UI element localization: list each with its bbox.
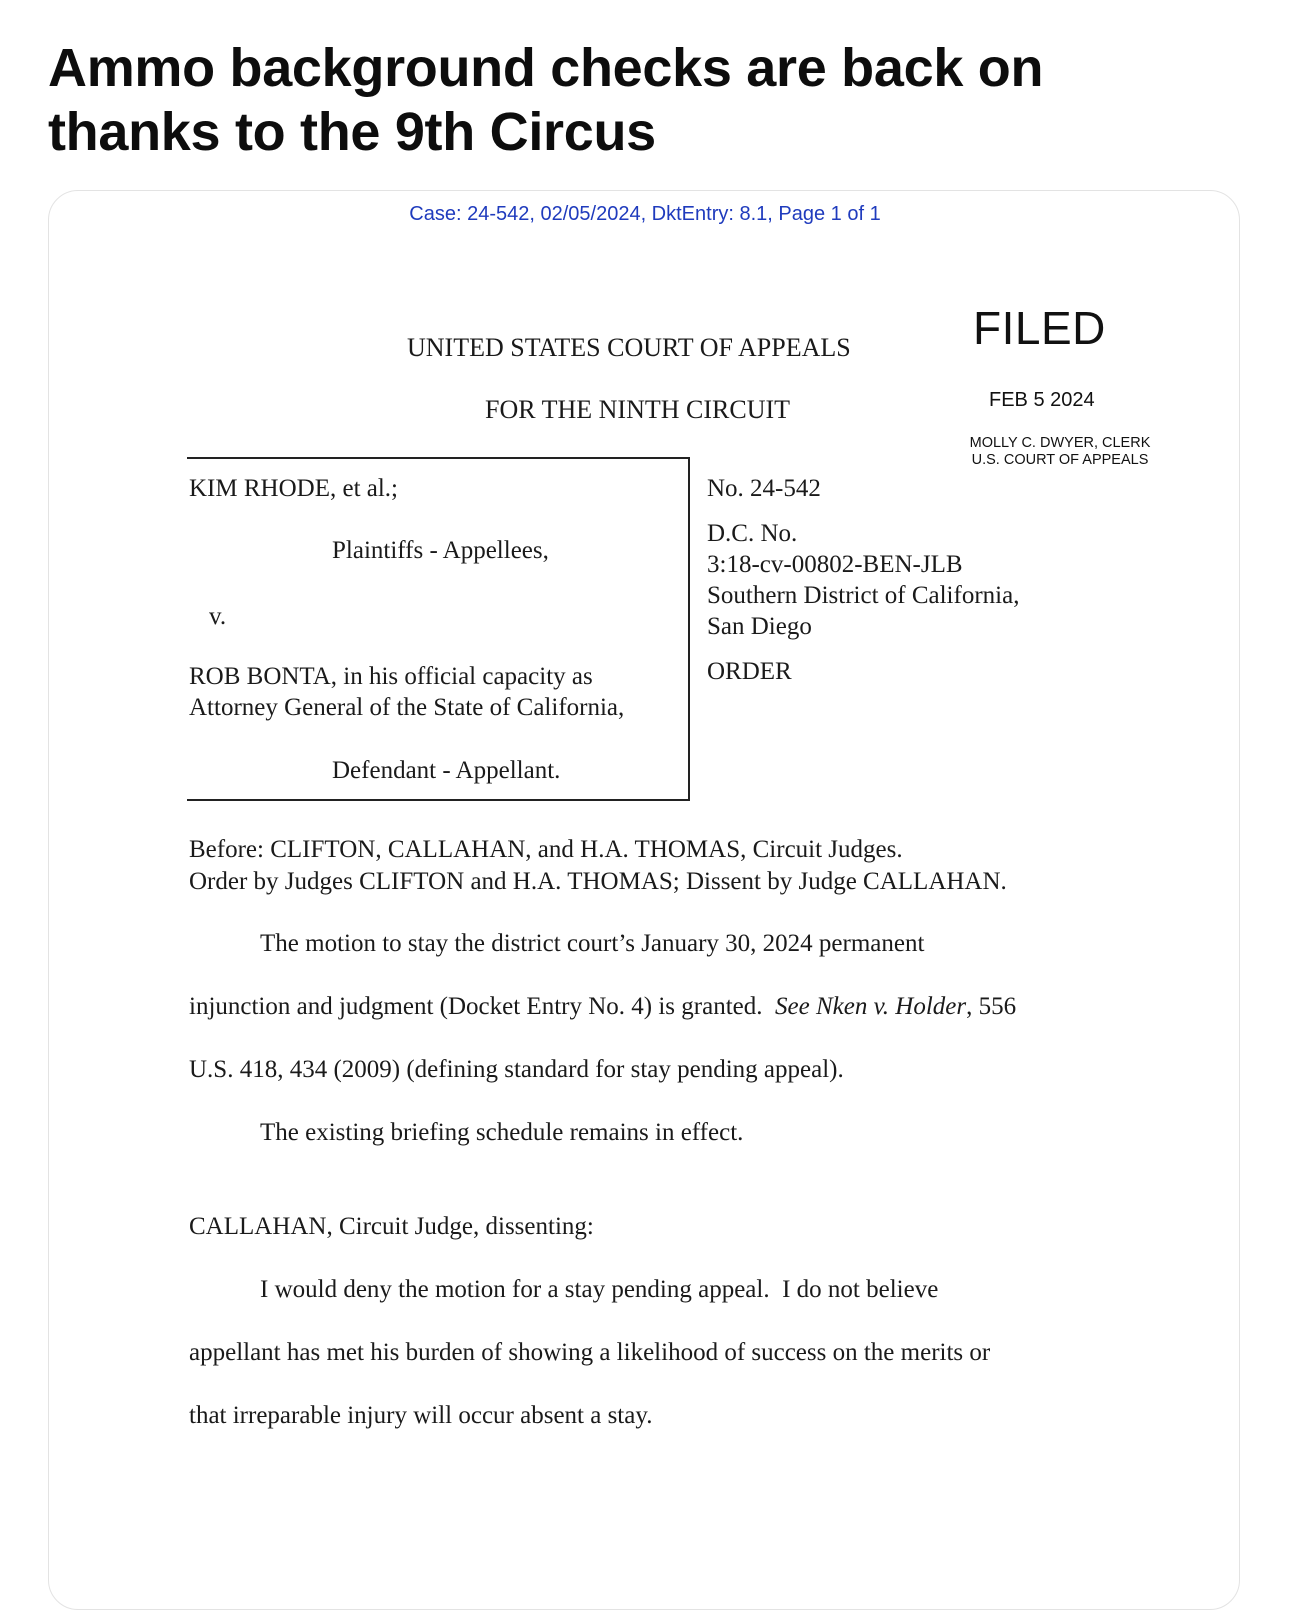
clerk-stamp — [929, 435, 1191, 469]
dissent-line3: that irreparable injury will occur absent a stay. — [189, 1402, 653, 1429]
see-signal: See — [775, 993, 810, 1020]
versus: v. — [209, 603, 227, 630]
district-line2: San Diego — [707, 613, 812, 640]
case-header: Case: 24-542, 02/05/2024, DktEntry: 8.1, Page 1 of 1 — [409, 203, 881, 225]
clerk-court: U.S. COURT OF APPEALS — [971, 452, 1149, 468]
order-authors: Order by Judges CLIFTON and H.A. THOMAS; Dissent by Judge CALLAHAN. — [189, 868, 1007, 895]
order-p2: The existing briefing schedule remains in effect. — [260, 1119, 744, 1146]
order-p1-line2 — [189, 993, 1016, 1021]
citation-volume: , 556 — [966, 993, 1017, 1020]
case-citation: Nken v. Holder — [815, 993, 967, 1020]
defendant-line1: ROB BONTA, in his official capacity as — [189, 663, 593, 690]
circuit-name: FOR THE NINTH CIRCUIT — [485, 395, 791, 424]
filed-date: FEB 5 2024 — [989, 389, 1095, 411]
case-caption-box — [187, 457, 690, 801]
court-name: UNITED STATES COURT OF APPEALS — [407, 333, 851, 362]
document-image-card[interactable] — [48, 190, 1240, 1610]
dc-number: 3:18-cv-00802-BEN-JLB — [707, 551, 963, 578]
order-p1-line2-text: injunction and judgment (Docket Entry No. 4) is granted. — [189, 993, 763, 1020]
order-p1-line3: U.S. 418, 434 (2009) (defining standard for stay pending appeal). — [189, 1056, 844, 1083]
defendant-role: Defendant - Appellant. — [332, 757, 561, 784]
case-number: No. 24-542 — [707, 475, 821, 502]
before-judges: Before: CLIFTON, CALLAHAN, and H.A. THOMAS, Circuit Judges. — [189, 836, 903, 863]
dissent-heading: CALLAHAN, Circuit Judge, dissenting: — [189, 1213, 594, 1240]
plaintiff-name: KIM RHODE, et al.; — [189, 475, 398, 502]
clerk-name: MOLLY C. DWYER, CLERK — [969, 435, 1151, 451]
post-title: Ammo background checks are back on thanks to the 9th Circus — [48, 38, 1044, 162]
filed-stamp: FILED — [973, 302, 1106, 354]
order-p1-line1: The motion to stay the district court’s January 30, 2024 permanent — [260, 930, 925, 957]
district-line1: Southern District of California, — [707, 582, 1020, 609]
plaintiff-role: Plaintiffs - Appellees, — [332, 537, 549, 564]
defendant-line2: Attorney General of the State of California, — [189, 694, 625, 721]
dissent-line2: appellant has met his burden of showing a likelihood of success on the merits or — [189, 1339, 991, 1366]
order-label: ORDER — [707, 658, 792, 685]
dc-label: D.C. No. — [707, 520, 798, 547]
court-order-document — [49, 191, 1240, 1610]
dissent-line1: I would deny the motion for a stay pending appeal. I do not believe — [260, 1276, 939, 1303]
